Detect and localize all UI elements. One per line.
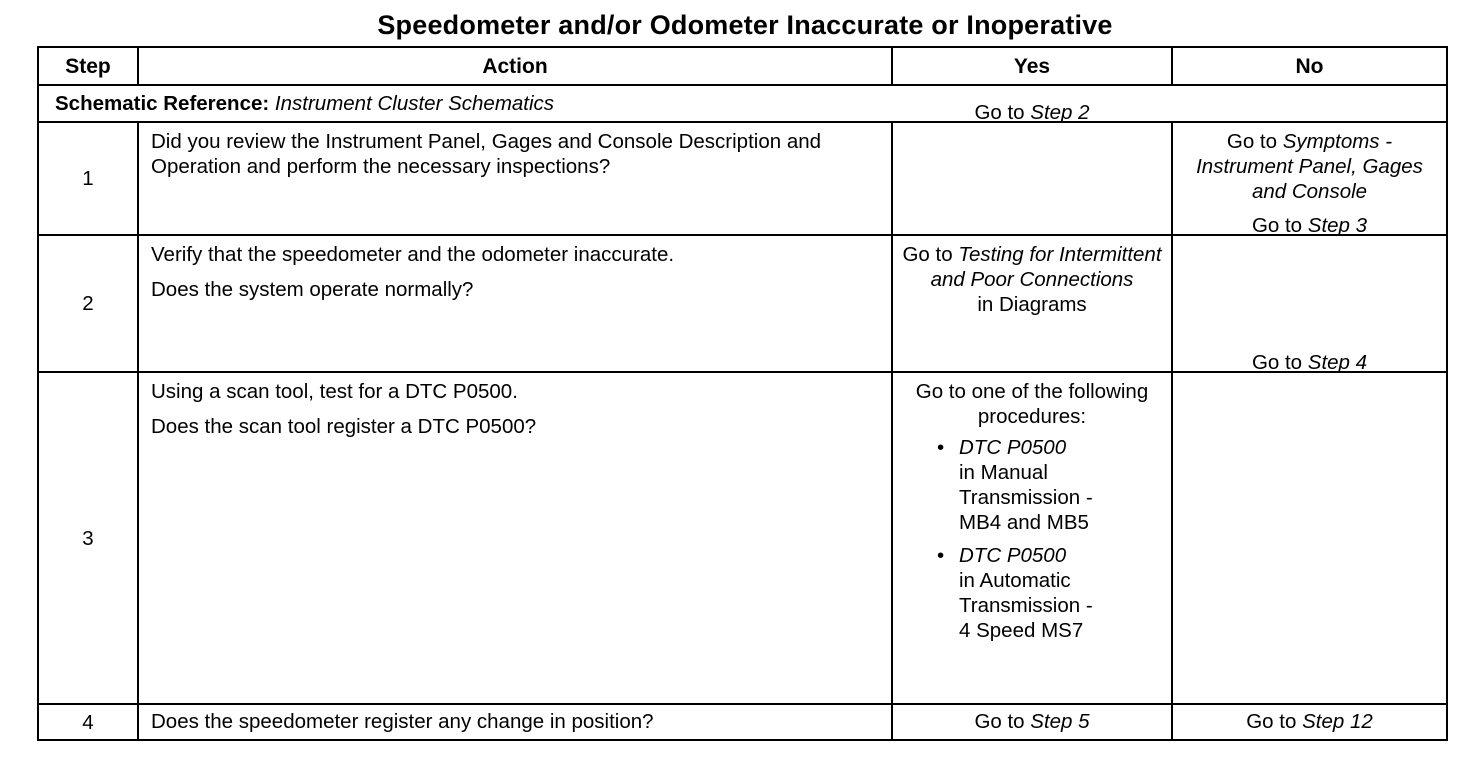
schematic-label: Schematic Reference:	[55, 92, 270, 115]
action-question: Does the scan tool register a DTC P0500?	[151, 415, 537, 438]
header-yes: Yes	[892, 47, 1172, 85]
no-cell: Go to Symptoms - Instrument Panel, Gages and Console	[1172, 122, 1447, 235]
step-number: 2	[38, 235, 138, 372]
testing-link[interactable]: Testing for Intermittent and Poor Connections	[930, 243, 1162, 291]
action-question: Does the system operate normally?	[151, 278, 474, 301]
table-row	[38, 372, 1447, 704]
header-action: Action	[138, 47, 892, 85]
schematic-reference	[38, 85, 1447, 122]
dtc-link[interactable]: DTC P0500	[959, 544, 1067, 567]
schematic-row	[38, 85, 1447, 122]
yes-cell: Go to Step 5	[892, 704, 1172, 740]
step-link[interactable]: Step 12	[1302, 710, 1373, 733]
action-text: Using a scan tool, test for a DTC P0500.	[151, 380, 518, 403]
action-cell	[138, 372, 892, 704]
procedure-list	[899, 435, 1165, 643]
header-step: Step	[38, 47, 138, 85]
procedure-item: • DTC P0500 in Manual Transmission - MB4 and MB5	[937, 436, 1093, 534]
table-row	[38, 704, 1447, 740]
step-link[interactable]: Step 4	[1307, 351, 1368, 374]
yes-cell: Go to Testing for Intermittent and Poor Connections in Diagrams	[892, 235, 1172, 372]
step-link[interactable]: Step 5	[1030, 710, 1090, 733]
no-result: Go to Step 3	[1251, 214, 1368, 237]
procedures-intro: Go to one of the following procedures:	[915, 380, 1149, 428]
diagnostic-table	[37, 46, 1448, 741]
action-question: Does the speedometer register any change in position?	[151, 710, 654, 733]
dtc-link[interactable]: DTC P0500	[959, 436, 1067, 459]
step-link[interactable]: Step 3	[1307, 214, 1368, 237]
bullet-icon: •	[937, 436, 945, 459]
step-link[interactable]: Step 2	[1030, 101, 1090, 124]
bullet-icon: •	[937, 544, 945, 567]
no-cell: Go to Step 12	[1172, 704, 1447, 740]
action-cell	[138, 235, 892, 372]
action-cell	[138, 122, 892, 235]
step-number: 3	[38, 372, 138, 704]
header-row	[38, 47, 1447, 85]
no-cell	[1172, 351, 1447, 704]
no-result: Go to Step 4	[1251, 351, 1368, 374]
action-cell	[138, 704, 892, 740]
symptoms-link[interactable]: Symptoms - Instrument Panel, Gages and Console	[1196, 130, 1423, 203]
yes-cell	[892, 101, 1172, 235]
yes-result: Go to Step 2	[974, 101, 1090, 124]
step-number: 1	[38, 122, 138, 235]
yes-cell	[892, 372, 1172, 704]
action-text: Verify that the speedometer and the odometer inaccurate.	[151, 243, 675, 266]
step-number: 4	[38, 704, 138, 740]
procedure-item: • DTC P0500 in Automatic Transmission - 4 Speed MS7	[937, 544, 1093, 642]
schematic-link[interactable]: Instrument Cluster Schematics	[274, 92, 555, 115]
action-text: Did you review the Instrument Panel, Gages and Console Description and Operation and perform the necessary inspections?	[151, 130, 822, 178]
page-title: Speedometer and/or Odometer Inaccurate or Inoperative	[377, 10, 1113, 40]
header-no: No	[1172, 47, 1447, 85]
